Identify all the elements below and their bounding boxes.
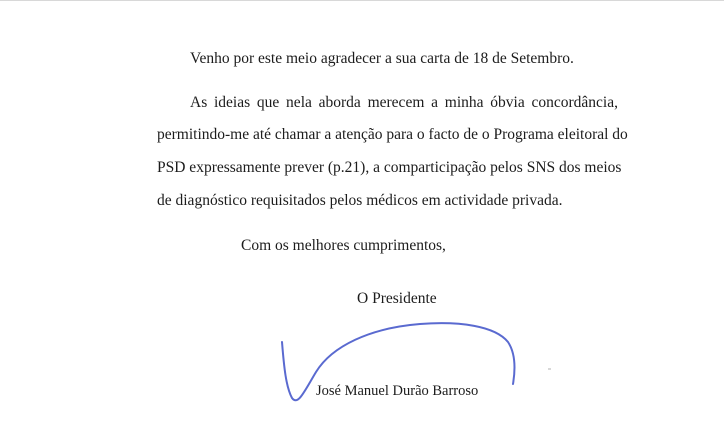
letter-line-2: As ideias que nela aborda merecem a minha óbvia concordância, <box>190 94 618 111</box>
scan-edge <box>0 0 724 1</box>
letter-line-5: de diagnóstico requisitados pelos médicos em actividade privada. <box>157 192 563 209</box>
closing-phrase: Com os melhores cumprimentos, <box>241 237 446 254</box>
signatory-title: O Presidente <box>357 290 437 307</box>
letter-line-1: Venho por este meio agradecer a sua carta de 18 de Setembro. <box>190 50 574 67</box>
letter-line-3: permitindo-me até chamar a atenção para o facto de o Programa eleitoral do <box>157 126 628 143</box>
letter-line-4: PSD expressamente prever (p.21), a comparticipação pelos SNS dos meios <box>157 159 622 176</box>
scan-speck <box>548 368 551 370</box>
signatory-name: José Manuel Durão Barroso <box>316 383 479 399</box>
